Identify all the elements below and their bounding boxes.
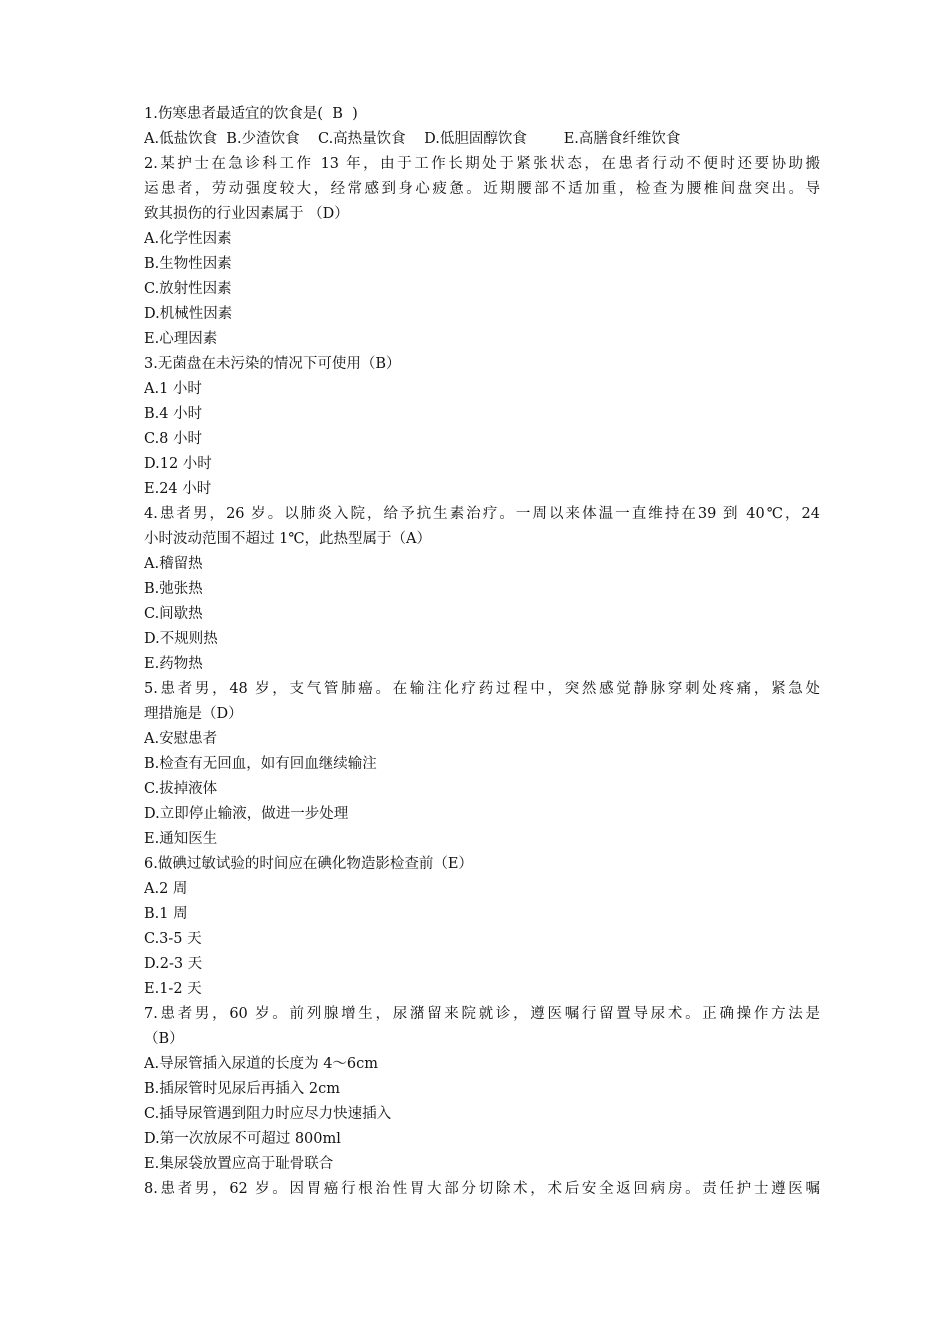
text-line: D.不规则热	[144, 631, 218, 647]
text-line: E.心理因素	[144, 331, 218, 347]
text-line: 4.患者男，26 岁。以肺炎入院，给予抗生素治疗。一周以来体温一直维持在39 到 40℃，24	[144, 506, 820, 522]
text-line: D.12 小时	[144, 456, 212, 472]
text-line: B.检查有无回血，如有回血继续输注	[144, 756, 377, 772]
text-line: D.立即停止输液，做进一步处理	[144, 806, 349, 822]
text-line: 运患者，劳动强度较大，经常感到身心疲惫。近期腰部不适加重，检查为腰椎间盘突出。导	[144, 181, 820, 197]
text-line: D.第一次放尿不可超过 800ml	[144, 1131, 341, 1147]
text-line: D.机械性因素	[144, 306, 233, 322]
text-line: B.生物性因素	[144, 256, 232, 272]
text-line: B.弛张热	[144, 581, 203, 597]
text-line: 小时波动范围不超过 1℃，此热型属于（A）	[144, 531, 432, 547]
text-line: C.间歇热	[144, 606, 203, 622]
text-line: B.4 小时	[144, 406, 203, 422]
text-line: 1.伤寒患者最适宜的饮食是( B )	[144, 106, 358, 122]
text-line: E.集尿袋放置应高于耻骨联合	[144, 1156, 334, 1172]
text-line: C.放射性因素	[144, 281, 232, 297]
text-line: C.8 小时	[144, 431, 203, 447]
text-line: 3.无菌盘在未污染的情况下可使用（B）	[144, 356, 401, 372]
text-line: E.通知医生	[144, 831, 218, 847]
text-line: A.1 小时	[144, 381, 202, 397]
text-line: A.低盐饮食 B.少渣饮食 C.高热量饮食 D.低胆固醇饮食 E.高膳食纤维饮食	[144, 131, 681, 147]
text-line: 致其损伤的行业因素属于 （D）	[144, 206, 349, 222]
text-line: A.2 周	[144, 881, 188, 897]
text-line: 6.做碘过敏试验的时间应在碘化物造影检查前（E）	[144, 856, 473, 872]
text-line: （B）	[144, 1031, 184, 1047]
text-line: 7.患者男，60 岁。前列腺增生，尿潴留来院就诊，遵医嘱行留置导尿术。正确操作方法是	[144, 1006, 820, 1022]
text-line: B.插尿管时见尿后再插入 2cm	[144, 1081, 340, 1097]
text-line: A.化学性因素	[144, 231, 232, 247]
text-line: D.2-3 天	[144, 956, 203, 972]
text-line: A.稽留热	[144, 556, 203, 572]
text-line: C.3-5 天	[144, 931, 202, 947]
text-line: C.插导尿管遇到阻力时应尽力快速插入	[144, 1106, 392, 1122]
text-line: 理措施是（D）	[144, 706, 243, 722]
text-line: C.拔掉液体	[144, 781, 218, 797]
text-line: E.1-2 天	[144, 981, 202, 997]
document-body	[144, 102, 820, 1202]
text-line: 2.某护士在急诊科工作 13 年，由于工作长期处于紧张状态，在患者行动不便时还要协助搬	[144, 156, 820, 172]
text-line: 5.患者男，48 岁，支气管肺癌。在输注化疗药过程中，突然感觉静脉穿刺处疼痛，紧急处	[144, 681, 820, 697]
text-line: E.24 小时	[144, 481, 212, 497]
text-line: A.导尿管插入尿道的长度为 4～6cm	[144, 1056, 379, 1072]
text-line: E.药物热	[144, 656, 203, 672]
text-line: B.1 周	[144, 906, 188, 922]
text-line: 8.患者男，62 岁。因胃癌行根治性胃大部分切除术，术后安全返回病房。责任护士遵医嘱	[144, 1181, 820, 1197]
text-line: A.安慰患者	[144, 731, 218, 747]
